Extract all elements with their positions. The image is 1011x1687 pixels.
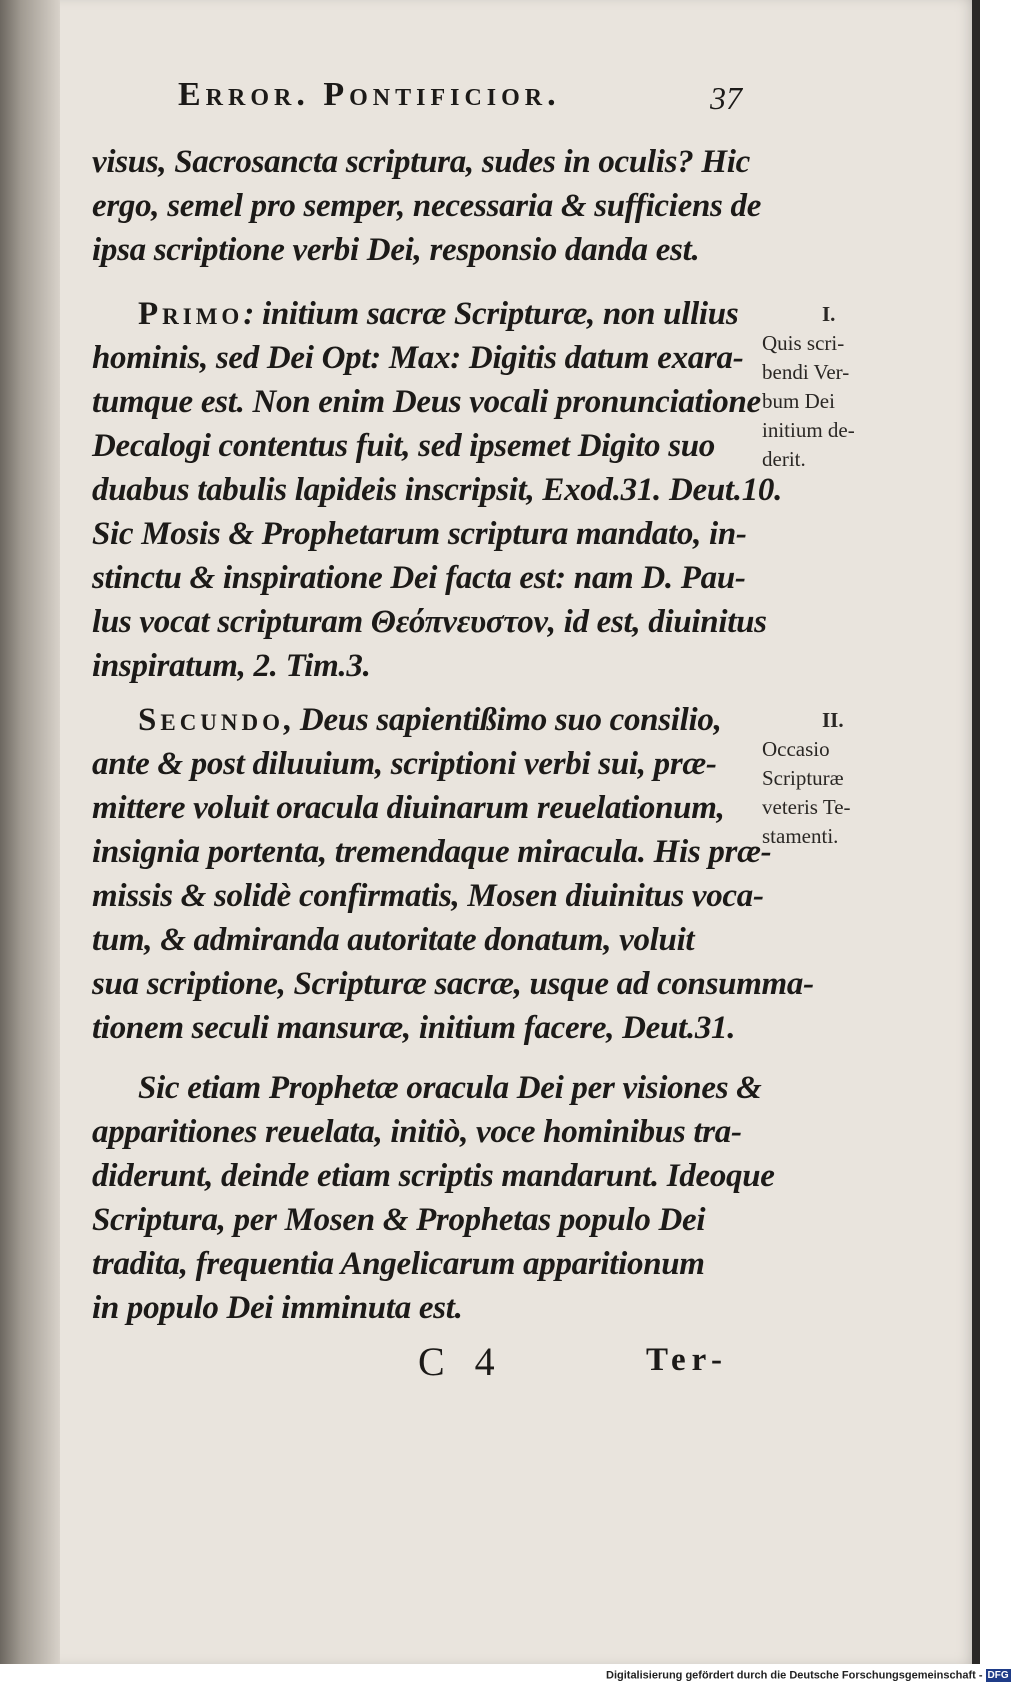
margin-note-line: Scripturæ xyxy=(762,766,844,790)
margin-note-line: bendi Ver- xyxy=(762,360,850,384)
signature-mark: C 4 xyxy=(418,1339,505,1384)
text-line: ergo, semel pro semper, necessaria & sufficiens de xyxy=(92,188,762,224)
text-line: tionem seculi mansuræ, initium facere, Deut.31. xyxy=(92,1010,736,1046)
running-head: Error. Pontificior. xyxy=(178,76,561,113)
page-number: 37 xyxy=(710,80,742,116)
text-line: in populo Dei imminuta est. xyxy=(92,1290,463,1326)
text-line: lus vocat scripturam Θεόπνευστον, id est, diuinitus xyxy=(92,604,767,640)
text-line: hominis, sed Dei Opt: Max: Digitis datum exara- xyxy=(92,340,744,376)
catchword: Ter- xyxy=(646,1342,729,1378)
closing-paragraph xyxy=(92,1066,775,1330)
dfg-logo-icon: DFG xyxy=(987,1670,1009,1681)
text-line: tum, & admiranda autoritate donatum, voluit xyxy=(92,922,695,958)
margin-note-number: I. xyxy=(822,302,836,326)
text-line: : initium sacræ Scripturæ, non ullius xyxy=(243,296,739,332)
primo-lead: Primo xyxy=(138,296,244,332)
text-line: missis & solidè confirmatis, Mosen diuinitus voca- xyxy=(92,878,764,914)
text-line: duabus tabulis lapideis inscripsit, Exod.31. Deut.10. xyxy=(92,472,783,508)
opening-paragraph xyxy=(92,140,760,272)
text-line: ipsa scriptione verbi Dei, responsio danda est. xyxy=(92,232,700,268)
text-line: mittere voluit oracula diuinarum reuelationum, xyxy=(92,790,725,826)
margin-note-number: II. xyxy=(822,708,844,732)
margin-note-2 xyxy=(762,706,912,851)
margin-note-line: derit. xyxy=(762,447,806,471)
text-line: ante & post diluuium, scriptioni verbi sui, præ- xyxy=(92,746,717,782)
text-line: , Deus sapientißimo suo consilio, xyxy=(284,702,722,738)
page-edge xyxy=(972,0,980,1664)
text-line: stinctu & inspiratione Dei facta est: nam D. Pau- xyxy=(92,560,746,596)
text-line: insignia portenta, tremendaque miracula. His præ- xyxy=(92,834,772,870)
text-line: Decalogi contentus fuit, sed ipsemet Digito suo xyxy=(92,428,715,464)
text-line: inspiratum, 2. Tim.3. xyxy=(92,648,371,684)
text-line: sua scriptione, Scripturæ sacræ, usque ad consumma- xyxy=(92,966,814,1002)
margin-note-line: bum Dei xyxy=(762,389,835,413)
text-line: Sic etiam Prophetæ oracula Dei per visiones & xyxy=(138,1070,762,1106)
text-line: Sic Mosis & Prophetarum scriptura mandato, in- xyxy=(92,516,747,552)
page-spine-shadow xyxy=(0,0,60,1664)
margin-note-line: Quis scri- xyxy=(762,331,845,355)
text-line: tradita, frequentia Angelicarum apparitionum xyxy=(92,1246,705,1282)
digitization-footer xyxy=(606,1669,1011,1682)
margin-note-line: Occasio xyxy=(762,737,830,761)
text-line: Scriptura, per Mosen & Prophetas populo Dei xyxy=(92,1202,706,1238)
footer-text: Digitalisierung gefördert durch die Deutsche Forschungsgemeinschaft - xyxy=(606,1669,983,1682)
secundo-lead: Secundo xyxy=(138,702,285,738)
margin-note-line: initium de- xyxy=(762,418,855,442)
text-line: tumque est. Non enim Deus vocali pronunciatione xyxy=(92,384,761,420)
text-line: visus, Sacrosancta scriptura, sudes in oculis? Hic xyxy=(92,144,750,180)
text-line: diderunt, deinde etiam scriptis mandarunt. Ideoque xyxy=(92,1158,775,1194)
margin-note-line: stamenti. xyxy=(762,824,839,848)
primo-paragraph xyxy=(92,292,783,688)
text-line: apparitiones reuelata, initiò, voce hominibus tra- xyxy=(92,1114,742,1150)
margin-note-1 xyxy=(762,300,912,474)
margin-note-line: veteris Te- xyxy=(762,795,851,819)
